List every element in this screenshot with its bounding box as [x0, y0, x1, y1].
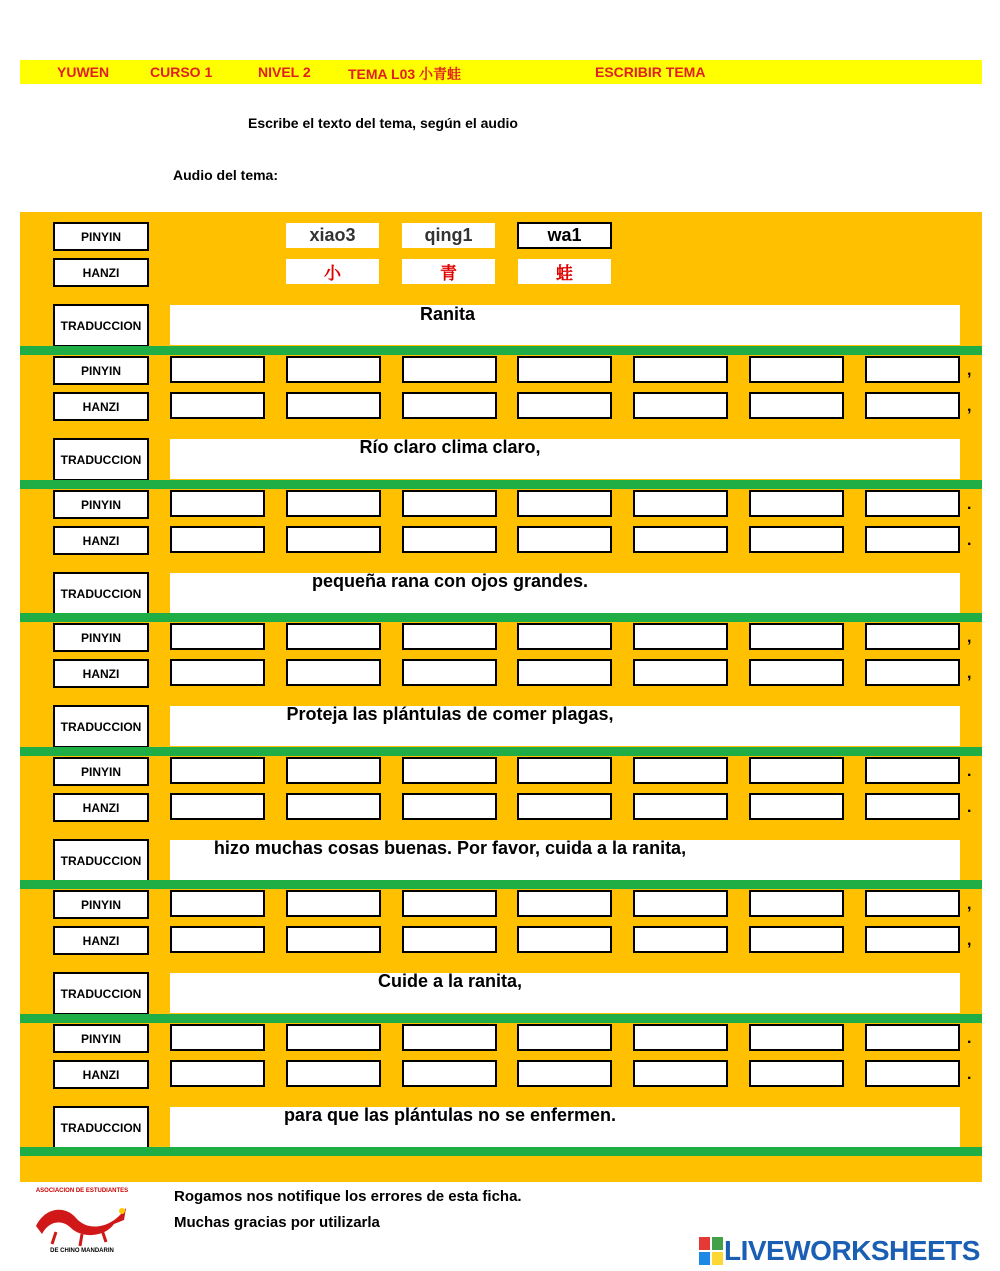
pinyin-input-cell[interactable]: [402, 356, 497, 383]
section-divider: [20, 880, 982, 889]
hanzi-input-cell[interactable]: [517, 392, 612, 419]
pinyin-input-cell[interactable]: [402, 890, 497, 917]
hanzi-input-cell[interactable]: [402, 1060, 497, 1087]
pinyin-input-cell[interactable]: [749, 356, 844, 383]
hanzi-input-cell[interactable]: [286, 1060, 381, 1087]
pinyin-punctuation: .: [967, 496, 972, 513]
hanzi-label: HANZI: [53, 1060, 149, 1089]
section-divider: [20, 480, 982, 489]
traduccion-label: TRADUCCION: [53, 572, 149, 615]
hanzi-input-cell[interactable]: [865, 926, 960, 953]
pinyin-input-cell[interactable]: [286, 1024, 381, 1051]
hanzi-punctuation: ,: [967, 665, 972, 682]
hanzi-label: HANZI: [53, 793, 149, 822]
header-curso: CURSO 1: [150, 64, 213, 80]
header-escribir: ESCRIBIR TEMA: [595, 64, 706, 80]
pinyin-input-cell[interactable]: [286, 757, 381, 784]
hanzi-input-cell[interactable]: [402, 526, 497, 553]
hanzi-input-cell[interactable]: [402, 926, 497, 953]
translation-text: pequeña rana con ojos grandes.: [311, 571, 589, 591]
hanzi-input-cell[interactable]: [286, 392, 381, 419]
pinyin-input-cell[interactable]: [749, 757, 844, 784]
pinyin-input-cell[interactable]: [865, 356, 960, 383]
pinyin-punctuation: ,: [967, 362, 972, 379]
pinyin-punctuation: ,: [967, 896, 972, 913]
title-translation-box: [170, 305, 960, 345]
pinyin-label: PINYIN: [53, 356, 149, 385]
instruction-text: Escribe el texto del tema, según el audio: [248, 115, 518, 131]
pinyin-input-cell[interactable]: [865, 623, 960, 650]
footer-line-2: Muchas gracias por utilizarla: [174, 1214, 380, 1231]
pinyin-label: PINYIN: [53, 490, 149, 519]
pinyin-input-cell[interactable]: [865, 490, 960, 517]
title-hanzi-3: 蛙: [518, 259, 611, 284]
title-pinyin-2: qing1: [402, 223, 495, 248]
liveworksheets-brand[interactable]: [698, 1235, 980, 1267]
hanzi-input-cell[interactable]: [517, 793, 612, 820]
hanzi-input-cell[interactable]: [865, 1060, 960, 1087]
hanzi-input-cell[interactable]: [170, 659, 265, 686]
logo-bottom-text: DE CHINO MANDARIN: [50, 1248, 114, 1254]
hanzi-input-cell[interactable]: [633, 659, 728, 686]
traduccion-label: TRADUCCION: [53, 972, 149, 1015]
pinyin-input-cell[interactable]: [517, 757, 612, 784]
pinyin-input-cell[interactable]: [286, 490, 381, 517]
pinyin-input-cell[interactable]: [170, 890, 265, 917]
hanzi-punctuation: ,: [967, 398, 972, 415]
brand-text: LIVEWORKSHEETS: [724, 1235, 980, 1266]
hanzi-punctuation: .: [967, 799, 972, 816]
translation-text: Cuide a la ranita,: [377, 971, 523, 991]
hanzi-input-cell[interactable]: [633, 392, 728, 419]
section-divider: [20, 747, 982, 756]
translation-text: para que las plántulas no se enfermen.: [283, 1105, 617, 1125]
pinyin-punctuation: ,: [967, 629, 972, 646]
pinyin-punctuation: .: [967, 763, 972, 780]
hanzi-input-cell[interactable]: [633, 926, 728, 953]
hanzi-punctuation: .: [967, 532, 972, 549]
hanzi-input-cell[interactable]: [749, 526, 844, 553]
pinyin-input-cell[interactable]: [633, 757, 728, 784]
pinyin-label: PINYIN: [53, 890, 149, 919]
pinyin-input-cell[interactable]: [865, 890, 960, 917]
pinyin-input-cell[interactable]: [170, 757, 265, 784]
audio-label: Audio del tema:: [173, 167, 279, 183]
hanzi-input-cell[interactable]: [402, 659, 497, 686]
pinyin-input-cell[interactable]: [865, 1024, 960, 1051]
title-pinyin-3: wa1: [517, 222, 612, 249]
header-nivel: NIVEL 2: [258, 64, 311, 80]
pinyin-input-cell[interactable]: [633, 623, 728, 650]
hanzi-input-cell[interactable]: [749, 793, 844, 820]
pinyin-input-cell[interactable]: [749, 623, 844, 650]
pinyin-input-cell[interactable]: [749, 890, 844, 917]
hanzi-input-cell[interactable]: [286, 526, 381, 553]
section-divider: [20, 613, 982, 622]
pinyin-input-cell[interactable]: [402, 623, 497, 650]
title-translation: Ranita: [420, 304, 476, 324]
hanzi-input-cell[interactable]: [170, 1060, 265, 1087]
pinyin-input-cell[interactable]: [517, 890, 612, 917]
title-pinyin-1: xiao3: [286, 223, 379, 248]
header-tema: TEMA L03 小青蛙: [348, 66, 462, 82]
pinyin-input-cell[interactable]: [402, 490, 497, 517]
section-divider: [20, 1014, 982, 1023]
pinyin-input-cell[interactable]: [633, 1024, 728, 1051]
hanzi-input-cell[interactable]: [170, 526, 265, 553]
pinyin-input-cell[interactable]: [170, 490, 265, 517]
hanzi-label: HANZI: [53, 659, 149, 688]
hanzi-punctuation: ,: [967, 932, 972, 949]
logo-top-text: ASOCIACION DE ESTUDIANTES: [35, 1188, 129, 1194]
pinyin-input-cell[interactable]: [749, 1024, 844, 1051]
hanzi-input-cell[interactable]: [749, 926, 844, 953]
translation-text: Proteja las plántulas de comer plagas,: [286, 704, 614, 724]
pinyin-label: PINYIN: [53, 1024, 149, 1053]
pinyin-input-cell[interactable]: [865, 757, 960, 784]
hanzi-input-cell[interactable]: [633, 526, 728, 553]
hanzi-input-cell[interactable]: [749, 1060, 844, 1087]
liveworksheets-logo-icon: [698, 1236, 724, 1266]
hanzi-label: HANZI: [53, 926, 149, 955]
pinyin-input-cell[interactable]: [517, 356, 612, 383]
pinyin-label: PINYIN: [53, 757, 149, 786]
footer-line-1: Rogamos nos notifique los errores de esta ficha.: [174, 1188, 522, 1205]
dragon-logo-icon: [26, 1186, 138, 1254]
pinyin-punctuation: .: [967, 1030, 972, 1047]
hanzi-input-cell[interactable]: [517, 526, 612, 553]
pinyin-input-cell[interactable]: [633, 356, 728, 383]
hanzi-input-cell[interactable]: [865, 659, 960, 686]
hanzi-input-cell[interactable]: [286, 926, 381, 953]
hanzi-input-cell[interactable]: [170, 392, 265, 419]
pinyin-input-cell[interactable]: [286, 623, 381, 650]
traduccion-label: TRADUCCION: [53, 839, 149, 882]
section-divider: [20, 346, 982, 355]
title-hanzi-2: 青: [402, 259, 495, 284]
header-bar: [20, 60, 982, 84]
section-divider: [20, 1147, 982, 1156]
hanzi-input-cell[interactable]: [517, 659, 612, 686]
hanzi-input-cell[interactable]: [517, 1060, 612, 1087]
hanzi-input-cell[interactable]: [749, 659, 844, 686]
hanzi-input-cell[interactable]: [865, 793, 960, 820]
hanzi-input-cell[interactable]: [633, 793, 728, 820]
hanzi-label: HANZI: [53, 526, 149, 555]
hanzi-input-cell[interactable]: [170, 926, 265, 953]
pinyin-input-cell[interactable]: [170, 1024, 265, 1051]
traduccion-label: TRADUCCION: [53, 304, 149, 347]
pinyin-input-cell[interactable]: [286, 356, 381, 383]
hanzi-input-cell[interactable]: [402, 392, 497, 419]
pinyin-input-cell[interactable]: [402, 1024, 497, 1051]
hanzi-input-cell[interactable]: [749, 392, 844, 419]
header-yuwen: YUWEN: [57, 64, 110, 80]
translation-text: hizo muchas cosas buenas. Por favor, cuida a la ranita,: [213, 838, 687, 858]
pinyin-input-cell[interactable]: [517, 490, 612, 517]
hanzi-input-cell[interactable]: [170, 793, 265, 820]
hanzi-input-cell[interactable]: [286, 659, 381, 686]
pinyin-label: PINYIN: [53, 623, 149, 652]
traduccion-label: TRADUCCION: [53, 705, 149, 748]
pinyin-input-cell[interactable]: [749, 490, 844, 517]
pinyin-input-cell[interactable]: [170, 356, 265, 383]
hanzi-input-cell[interactable]: [633, 1060, 728, 1087]
pinyin-input-cell[interactable]: [633, 490, 728, 517]
hanzi-input-cell[interactable]: [865, 392, 960, 419]
title-hanzi-1: 小: [286, 259, 379, 284]
pinyin-input-cell[interactable]: [517, 623, 612, 650]
traduccion-label: TRADUCCION: [53, 438, 149, 481]
hanzi-input-cell[interactable]: [286, 793, 381, 820]
pinyin-input-cell[interactable]: [402, 757, 497, 784]
pinyin-input-cell[interactable]: [286, 890, 381, 917]
worksheet-area: [20, 212, 982, 1182]
hanzi-label: HANZI: [53, 392, 149, 421]
pinyin-input-cell[interactable]: [633, 890, 728, 917]
hanzi-label: HANZI: [53, 258, 149, 287]
translation-text: Río claro clima claro,: [359, 437, 541, 457]
hanzi-punctuation: .: [967, 1066, 972, 1083]
hanzi-input-cell[interactable]: [402, 793, 497, 820]
pinyin-input-cell[interactable]: [170, 623, 265, 650]
traduccion-label: TRADUCCION: [53, 1106, 149, 1149]
hanzi-input-cell[interactable]: [517, 926, 612, 953]
pinyin-input-cell[interactable]: [517, 1024, 612, 1051]
pinyin-label: PINYIN: [53, 222, 149, 251]
hanzi-input-cell[interactable]: [865, 526, 960, 553]
